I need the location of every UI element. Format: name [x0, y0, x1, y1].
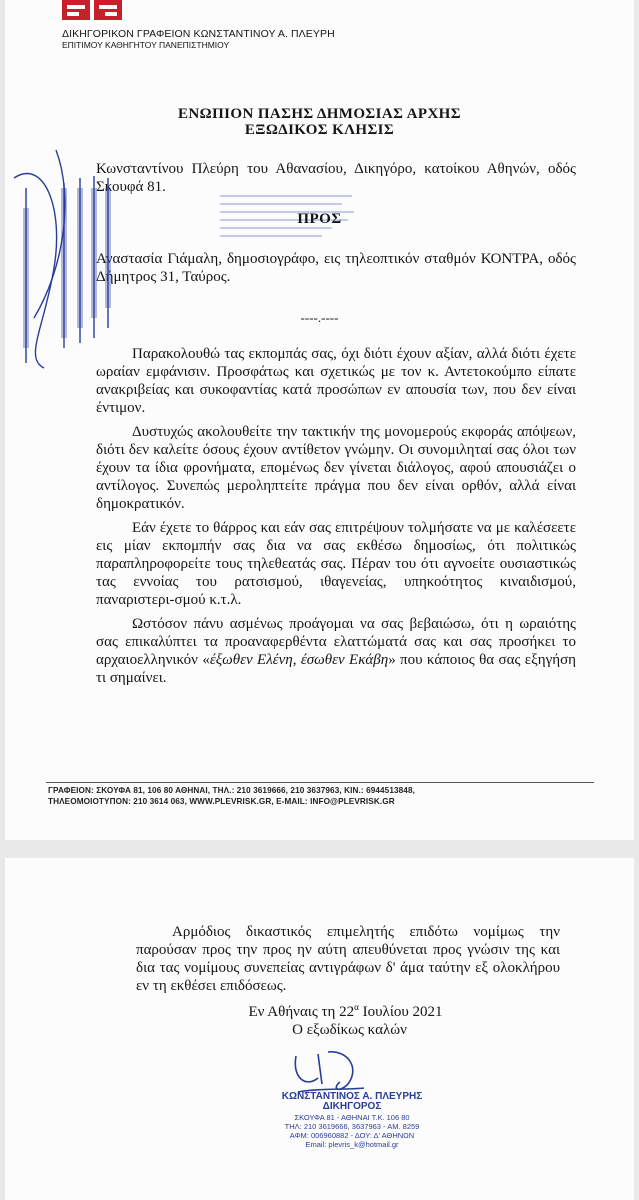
letter-body — [96, 345, 576, 693]
quote-italic: έξωθεν Ελένη, έσωθεν Εκάβη — [209, 652, 389, 668]
sender-label: Ο εξωδίκως καλών — [292, 1022, 407, 1038]
stamp-phone: ΤΗΛ: 210 3619666, 3637963 - ΑΜ. 8259 — [284, 1122, 420, 1131]
date-prefix: Εν Αθήναις τη 22 — [248, 1004, 355, 1020]
sender-paragraph: Κωνσταντίνου Πλεύρη του Αθανασίου, Δικηγόρο, κατοίκου Αθηνών, οδός Σκουφά 81. — [96, 161, 576, 195]
body-paragraph-4 — [96, 615, 576, 687]
date-superscript: α — [354, 1002, 359, 1012]
letterhead-subtitle: ΕΠΙΤΙΜΟΥ ΚΑΘΗΓΗΤΟΥ ΠΑΝΕΠΙΣΤΗΜΙΟΥ — [62, 40, 230, 50]
body-paragraph-4-prefix: Ωστόσον πάνυ ασμένως προάγομαι να σας βεβαιώσω, ότι η ωραιότης σας επικαλύπτει τα προαναφερθέντα ελαττώματά σας και σας προσήκει το αρχαιοελληνικόν « — [96, 616, 576, 668]
body-paragraph-4-suffix: » που κάποιος θα σας εξηγήση τι σημαίνει. — [96, 652, 577, 686]
stamp-title: ΔΙΚΗΓΟΡΟΣ — [322, 1101, 382, 1112]
footer-divider — [46, 782, 594, 783]
bailiff-stamp — [4, 148, 134, 378]
body-paragraph-3: Εάν έχετε το θάρρος και εάν σας επιτρέψουν τολμήσατε να με καλέσεετε εις μίαν εκπομπήν σας δια να σας εκθέσω δημοσίως, ότι πολιτικώς παραπληροφορείτε τους τηλεθεατάς σας. Πέραν του ότι αγνοείτε ουσιαστικώς τας εννοίας του ρατσισμού, ιθαγενείας, υπηκοότητος κιναιδισμού, παναριστερι-σμού κ.τ.λ. — [96, 520, 576, 608]
letterhead-firm-name: ΔΙΚΗΓΟΡΙΚΟΝ ΓΡΑΦΕΙΟΝ ΚΩΝΣΤΑΝΤΙΝΟΥ Α. ΠΛΕΥΡΗ — [62, 28, 335, 40]
date-suffix: Ιουλίου 2021 — [358, 1004, 443, 1020]
service-instruction-paragraph: Αρμόδιος δικαστικός επιμελητής επιδότω νομίμως την παρούσαν προς την προς ην αύτη απευθύνεται προς γνώσιν της και δια τας νομίμους συνεπείας αντιγράφων δ' άμα ταύτην εξ ολοκλήρου εν τη εκθέσει επιδόσεως. — [136, 924, 560, 994]
pros-heading: ΠΡΟΣ — [297, 211, 342, 227]
recipient-paragraph: Αναστασία Γιάμαλη, δημοσιογράφο, εις τηλεοπτικόν σταθμόν ΚΟΝΤΡΑ, οδός Δήμητρος 31, Ταύρος. — [96, 251, 576, 285]
separator: ----.---- — [300, 310, 339, 325]
body-paragraph-2: Δυστυχώς ακολουθείτε την τακτικήν της μονομερούς εκφοράς απόψεων, διότι δεν καλείτε όσους έχουν αντίθετον γνώμην. Οι συνομιληταί σας όλοι των έχουν τα ίδια φρονήματα, επομένως δεν γίνεται διάλογος, αφού απουσιάζει ο αντίλογος. Συνεπώς μεροληπτείτε πράγμα που δεν είναι ορθόν, αλλά είναι δημοκρατικόν. — [96, 424, 576, 512]
firm-logo — [62, 0, 124, 22]
document-title-line1: ΕΝΩΠΙΟΝ ΠΑΣΗΣ ΔΗΜΟΣΙΑΣ ΑΡΧΗΣ — [178, 106, 461, 122]
footer-contact: ΤΗΛΕΟΜΟΙΟΤΥΠΟΝ: 210 3614 063, WWW.PLEVRISK.GR, E-MAIL: INFO@PLEVRISK.GR — [48, 797, 395, 806]
body-paragraph-1: Παρακολουθώ τας εκπομπάς σας, όχι διότι έχουν αξίαν, αλλά διότι έχετε ωραίαν εμφάνισιν. Προσφάτως και σχετικώς με τον κ. Αντετοκούμπο είπατε ανακριβείας και συκοφαντίας κατά προσώπων εν απουσία των, που δεν είναι έντιμον. — [96, 346, 576, 416]
stamp-address: ΣΚΟΥΦΑ 81 - ΑΘΗΝΑΙ Τ.Κ. 106 80 — [294, 1113, 410, 1122]
stamp-name: ΚΩΝΣΤΑΝΤΙΝΟΣ Α. ΠΛΕΥΡΗΣ — [281, 1091, 423, 1102]
stamp-email: Email: plevris_k@hotmail.gr — [305, 1140, 399, 1149]
date-line — [26, 1002, 639, 1021]
stamp-afm: ΑΦΜ: 006960882 - ΔΟΥ: Δ' ΑΘΗΝΩΝ — [289, 1131, 415, 1140]
footer-address: ΓΡΑΦΕΙΟΝ: ΣΚΟΥΦΑ 81, 106 80 ΑΘΗΝΑΙ, ΤΗΛ.: 210 3619666, 210 3637963, ΚΙΝ.: 6944513848, — [48, 786, 415, 795]
document-title-line2: ΕΞΩΔΙΚΟΣ ΚΛΗΣΙΣ — [244, 122, 395, 138]
